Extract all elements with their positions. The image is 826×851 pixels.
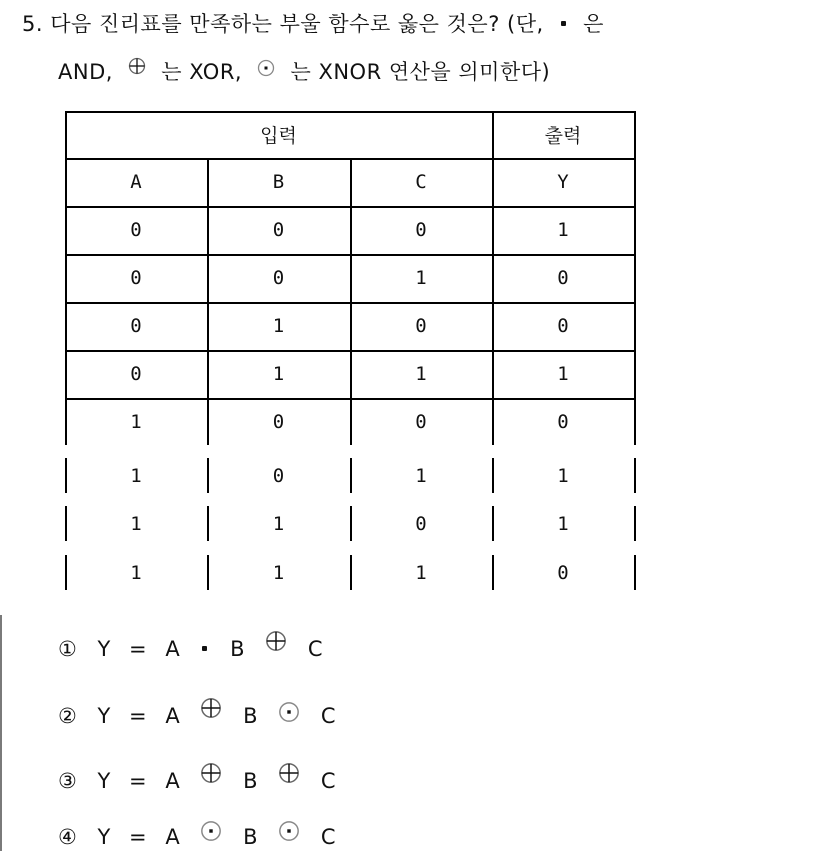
- equals-sign: =: [129, 825, 147, 849]
- table-cell: 0: [130, 219, 142, 241]
- circle-dot-icon: [278, 701, 300, 723]
- operand-b: B: [230, 637, 245, 661]
- table-rule: [634, 555, 636, 590]
- option-number: ③: [58, 769, 77, 793]
- column-header-y: Y: [557, 171, 569, 193]
- xnor-label: 는 XNOR 연산을 의미한다): [290, 60, 551, 84]
- table-cell: 0: [272, 267, 285, 289]
- table-cell: 1: [130, 512, 142, 535]
- table-cell: 1: [415, 267, 427, 289]
- table-rule: [634, 506, 636, 541]
- operand-b: B: [243, 704, 258, 728]
- option-2[interactable]: [58, 697, 342, 728]
- circle-dot-icon: [257, 59, 275, 77]
- equals-sign: =: [129, 769, 147, 793]
- page-margin-rule: [0, 615, 2, 851]
- option-number: ②: [58, 704, 77, 728]
- column-header-a: A: [130, 171, 142, 193]
- circle-dot-icon: [278, 820, 300, 842]
- table-cell: 0: [272, 464, 285, 487]
- table-cell: 1: [415, 561, 427, 584]
- table-rule: [634, 458, 636, 493]
- table-cell: 0: [557, 315, 569, 337]
- option-number: ①: [58, 637, 77, 661]
- operand-a: A: [165, 704, 180, 728]
- question-number: 5.: [22, 12, 44, 36]
- xor-label: 는 XOR,: [161, 60, 243, 84]
- table-cell: 0: [415, 512, 427, 535]
- table-cell: 1: [557, 219, 569, 241]
- question-text: 다음 진리표를 만족하는 부울 함수로 옳은 것은? (단,: [50, 12, 544, 36]
- circle-plus-icon: [265, 630, 287, 652]
- operand-b: B: [243, 769, 258, 793]
- table-cell: 0: [415, 219, 427, 241]
- table-cell: 1: [130, 561, 142, 584]
- circle-plus-icon: [128, 57, 146, 75]
- table-cell: 1: [272, 363, 285, 385]
- operand-a: A: [165, 825, 180, 849]
- header-input: 입력: [260, 125, 297, 147]
- table-cell: 0: [415, 411, 427, 433]
- table-cell: 1: [272, 561, 285, 584]
- question-text-suffix: 은: [583, 12, 604, 36]
- table-cell: 1: [557, 512, 569, 535]
- circle-plus-icon: [200, 762, 222, 784]
- table-cell: 0: [130, 315, 142, 337]
- operand-a: A: [165, 637, 180, 661]
- circle-plus-icon: [200, 697, 222, 719]
- operand-b: B: [243, 825, 258, 849]
- question-line-1: [22, 8, 604, 38]
- option-lhs: Y: [97, 704, 111, 728]
- column-header-c: C: [415, 171, 427, 193]
- header-output: 출력: [544, 125, 582, 147]
- operand-c: C: [320, 769, 336, 793]
- equals-sign: =: [129, 704, 147, 728]
- question-line-2: [58, 56, 550, 86]
- table-cell: 0: [557, 411, 569, 433]
- table-cell: 1: [415, 363, 427, 385]
- table-cell: 0: [557, 267, 569, 289]
- and-label: AND,: [58, 60, 113, 84]
- table-cell: 1: [557, 464, 569, 487]
- table-cell: 0: [415, 315, 427, 337]
- table-cell: 1: [130, 411, 142, 433]
- table-cell: 0: [130, 267, 142, 289]
- circle-dot-icon: [200, 820, 222, 842]
- column-header-b: B: [272, 171, 285, 193]
- operand-c: C: [320, 825, 336, 849]
- table-cell: 1: [557, 363, 569, 385]
- operand-c: C: [307, 637, 323, 661]
- table-rule: [634, 111, 636, 445]
- circle-plus-icon: [278, 762, 300, 784]
- operand-a: A: [165, 769, 180, 793]
- table-cell: 0: [272, 219, 285, 241]
- operand-c: C: [320, 704, 336, 728]
- dot-icon: [202, 646, 207, 651]
- table-cell: 1: [272, 315, 285, 337]
- table-cell: 1: [415, 464, 427, 487]
- equals-sign: =: [129, 637, 147, 661]
- option-lhs: Y: [97, 825, 111, 849]
- option-number: ④: [58, 825, 77, 849]
- option-lhs: Y: [97, 769, 111, 793]
- option-1[interactable]: [58, 630, 329, 661]
- dot-icon: [561, 21, 566, 26]
- option-4[interactable]: [58, 820, 342, 849]
- table-cell: 0: [557, 561, 569, 584]
- table-cell: 0: [130, 363, 142, 385]
- option-lhs: Y: [97, 637, 111, 661]
- table-cell: 1: [130, 464, 142, 487]
- table-cell: 1: [272, 512, 285, 535]
- option-3[interactable]: [58, 762, 342, 793]
- table-cell: 0: [272, 411, 285, 433]
